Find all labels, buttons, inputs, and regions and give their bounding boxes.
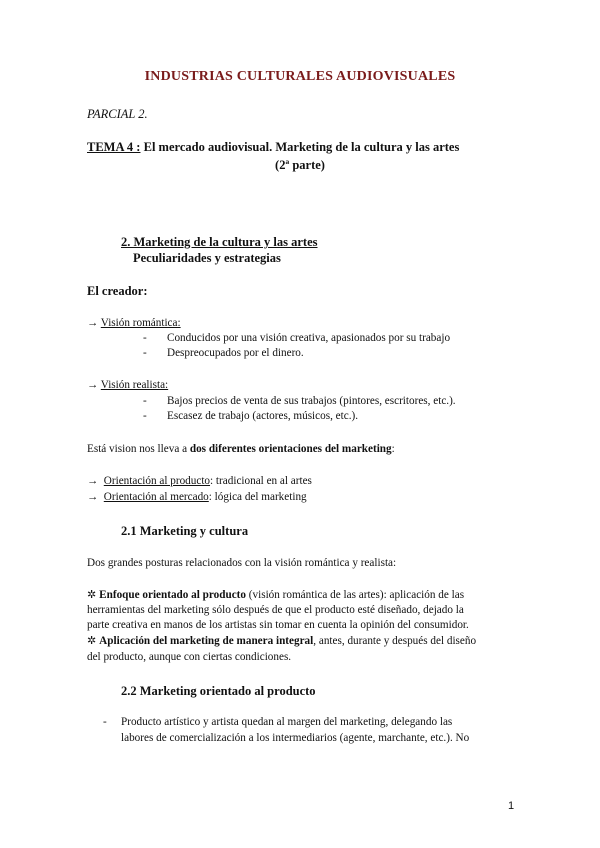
enfoque-line-1 [87,588,464,603]
posturas-paragraph: Dos grandes posturas relacionados con la visión romántica y realista: [87,557,397,569]
tema-text: El mercado audiovisual. Marketing de la cultura y las artes [140,140,460,154]
orientacion-mercado [87,490,307,505]
arrow-icon: → [87,491,99,503]
creador-label: El creador: [87,284,148,298]
list-item-text: Escasez de trabajo (actores, músicos, etc.). [167,410,359,422]
list-item [143,331,450,346]
star-bullet-icon: ✲ [87,635,97,647]
vision-realista [87,378,168,393]
arrow-icon: → [87,475,99,487]
section-2-1-heading: 2.1 Marketing y cultura [121,524,249,538]
vision-romantica-label: Visión romántica: [100,317,181,329]
list-item [143,409,358,424]
aplicacion-bold: Aplicación del marketing de manera integral [99,635,314,647]
enfoque-line-2: herramientas del marketing sólo después de que el producto esté diseñado, dejado la [87,604,464,616]
section-2-heading: 2. Marketing de la cultura y las artes [121,235,318,249]
list-item-text: Bajos precios de venta de sus trabajos (pintores, escritores, etc.). [167,395,456,407]
aplicacion-line-2: del producto, aunque con ciertas condiciones. [87,651,292,663]
list-item-text: Conducidos por una visión creativa, apasionados por su trabajo [167,332,451,344]
orientacion-producto-text: : tradicional en al artes [210,475,312,487]
list-item [143,346,304,361]
producto-line-1: Producto artístico y artista quedan al margen del marketing, delegando las [121,716,453,728]
orientaciones-post: : [391,443,395,455]
enfoque-text: (visión romántica de las artes): aplicación de las [245,589,465,601]
arrow-icon: → [87,379,99,391]
tema-heading [87,139,459,155]
dash-bullet: - [143,395,147,407]
aplicacion-text: , antes, durante y después del diseño [313,635,477,647]
dash-bullet: - [143,410,147,422]
aplicacion-line-1 [87,634,476,649]
arrow-icon: → [87,317,99,329]
document-title: INDUSTRIAS CULTURALES AUDIOVISUALES [144,69,456,84]
section-2-subheading: Peculiaridades y estrategias [133,251,281,265]
orientacion-mercado-label: Orientación al mercado [103,491,209,503]
section-2-2-heading: 2.2 Marketing orientado al producto [121,684,316,698]
orientaciones-bold: dos diferentes orientaciones del marketing [189,443,392,455]
dash-bullet: - [143,347,147,359]
enfoque-bold: Enfoque orientado al producto [99,589,246,601]
star-bullet-icon: ✲ [87,589,97,601]
dash-bullet: - [103,716,107,728]
orientacion-producto-label: Orientación al producto [103,475,211,487]
orientaciones-pre: Está vision nos lleva a [87,443,190,455]
enfoque-line-3: parte creativa en manos de los artistas sin tomar en cuenta la opinión del consumidor. [87,619,469,631]
dash-bullet: - [143,332,147,344]
orientaciones-paragraph [87,442,395,457]
page-number: 1 [508,800,515,812]
tema-label: TEMA 4 : [87,140,141,154]
vision-realista-label: Visión realista: [100,379,169,391]
tema-part: (2ª parte) [275,158,325,172]
orientacion-producto [87,474,312,489]
orientacion-mercado-text: : lógica del marketing [208,491,307,503]
list-item [143,394,456,409]
vision-romantica [87,316,181,331]
producto-line-2: labores de comercialización a los intermediarios (agente, marchante, etc.). No [121,732,470,744]
list-item-text: Despreocupados por el dinero. [167,347,304,359]
parcial-label: PARCIAL 2. [87,107,148,121]
